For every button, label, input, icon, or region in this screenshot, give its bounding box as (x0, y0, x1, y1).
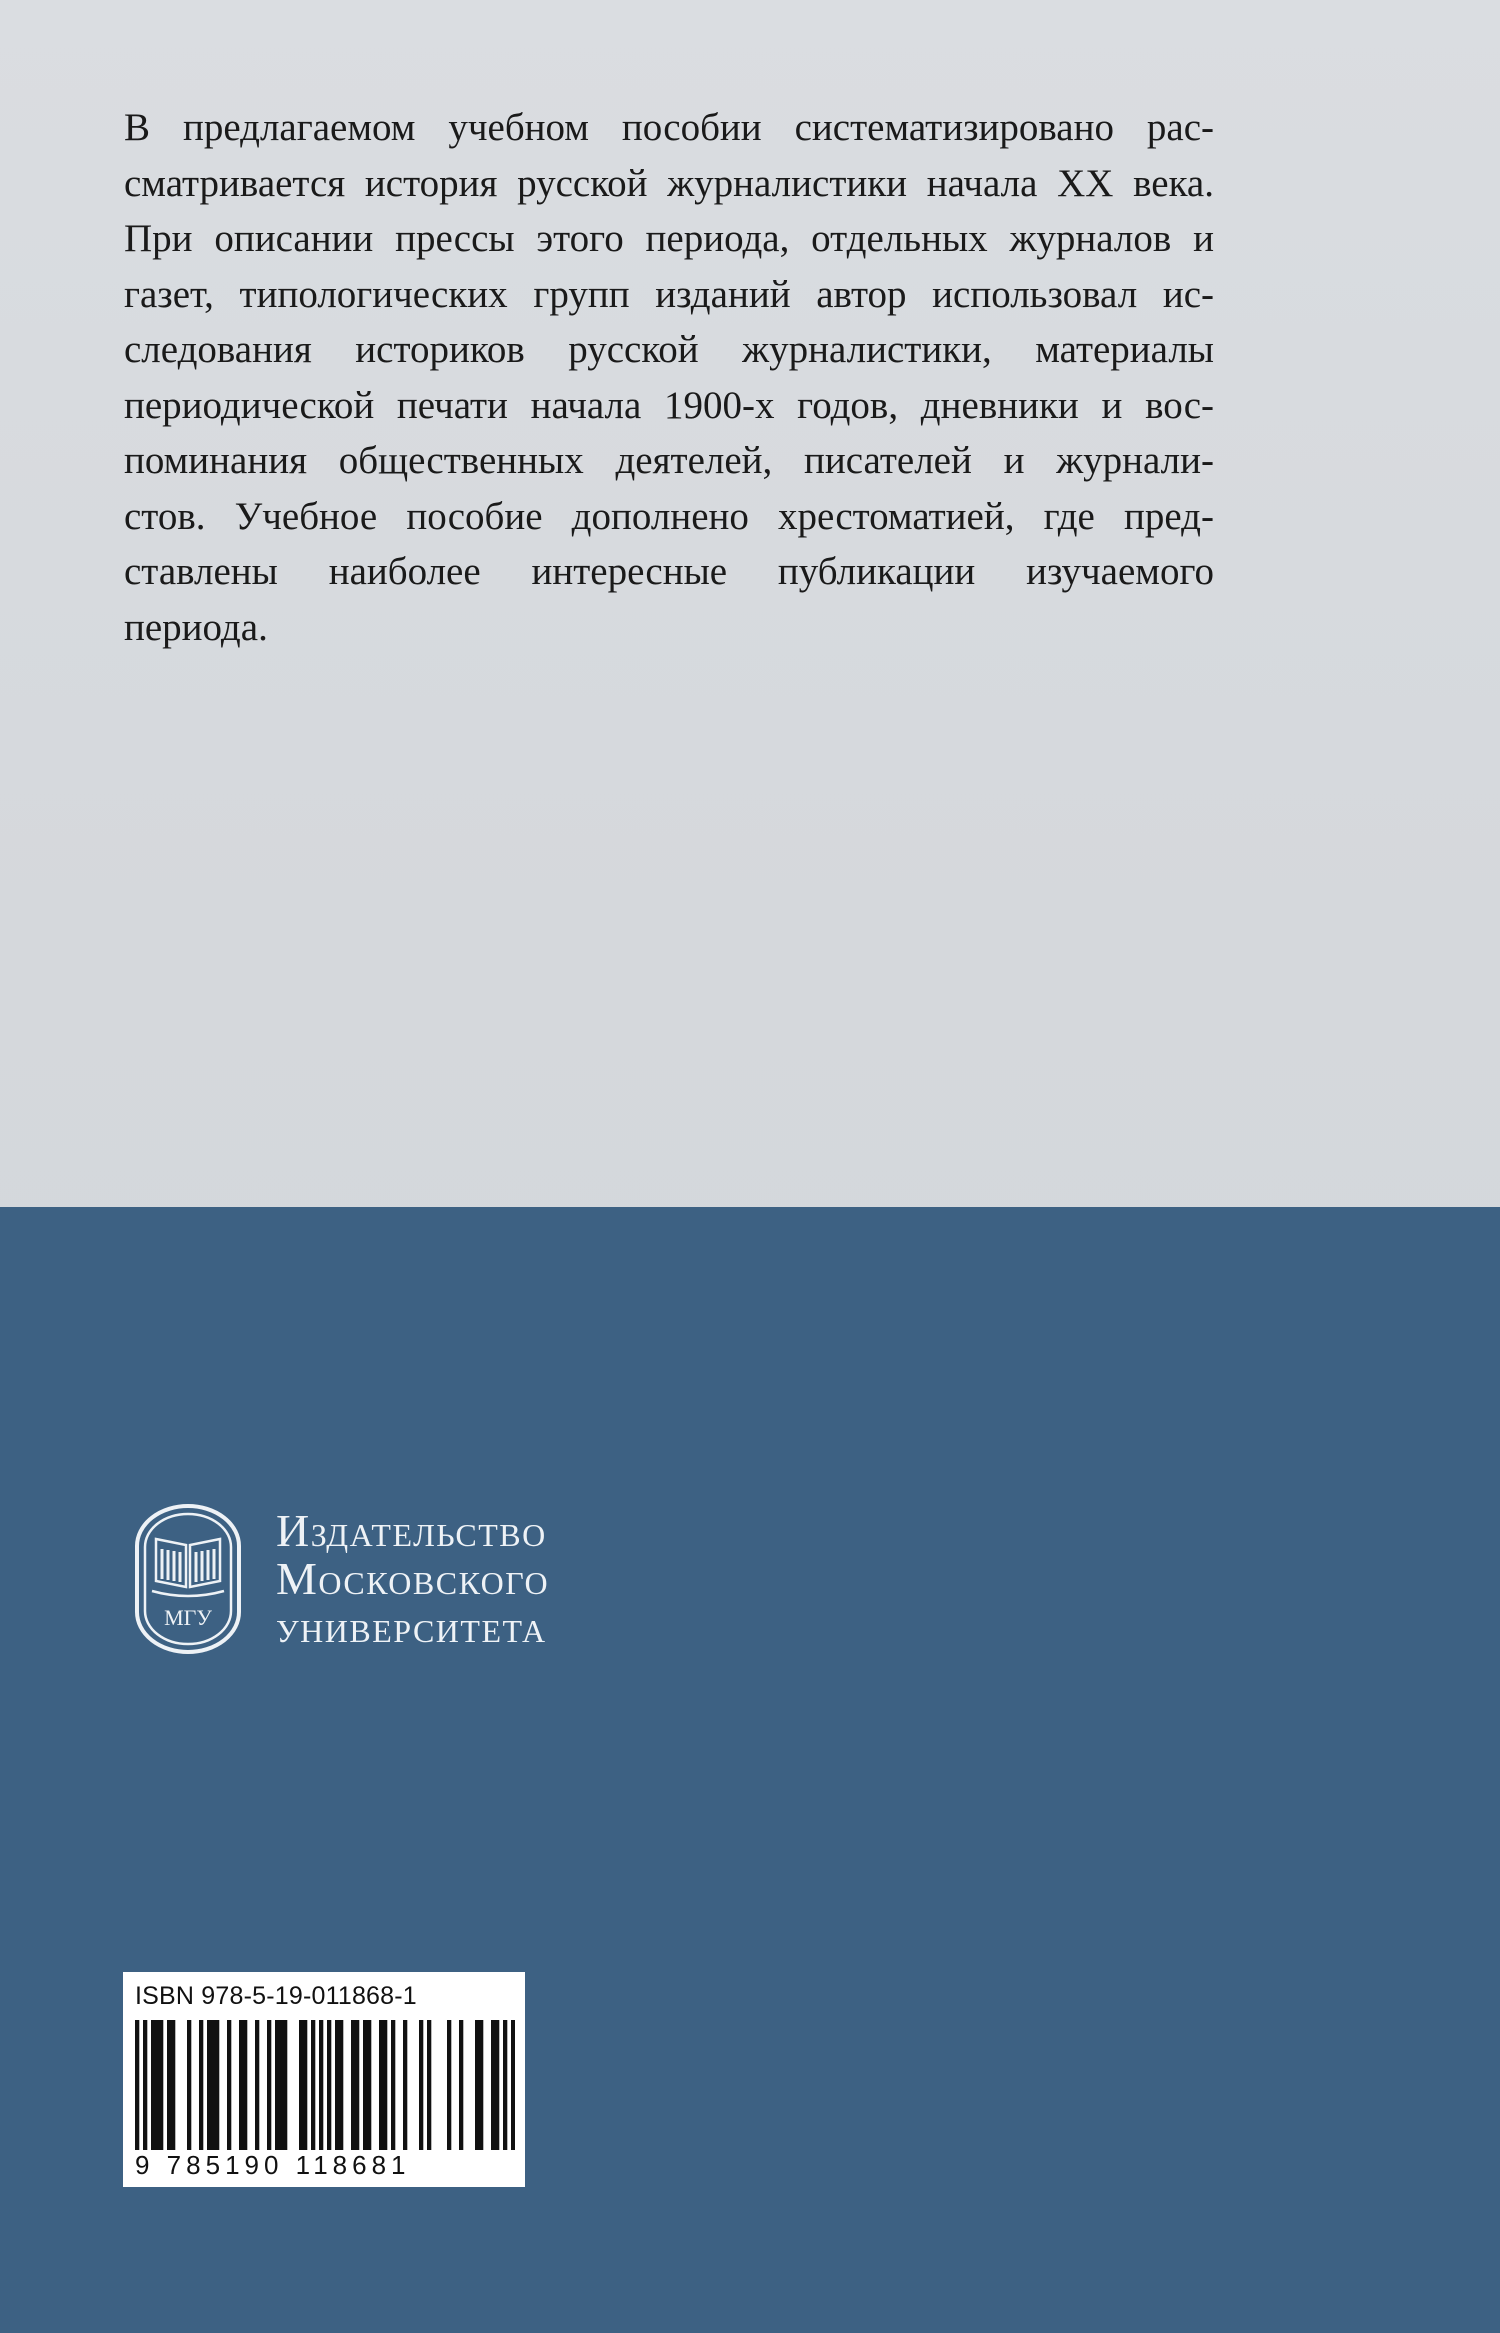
ean-digits: 9 785190 118681 (135, 2150, 411, 2180)
barcode-bar (171, 2020, 175, 2150)
publisher-block (134, 1503, 549, 1655)
annotation-line: периодической печати начала 1900-х годов, дневники и вос- (124, 383, 1214, 427)
barcode-bar (391, 2020, 395, 2150)
publisher-name-line: Издательство (276, 1505, 547, 1556)
barcode-bar (227, 2020, 231, 2150)
barcode-bar (351, 2020, 355, 2150)
barcode-icon (135, 2020, 515, 2150)
barcode-bar (135, 2020, 139, 2150)
barcode-bar (479, 2020, 483, 2150)
barcode-bar (403, 2020, 407, 2150)
barcode-bar (511, 2020, 515, 2150)
isbn-barcode-block (123, 1972, 525, 2187)
logo-text: МГУ (164, 1605, 212, 1630)
barcode-bar (215, 2020, 219, 2150)
barcode-bar (199, 2020, 203, 2150)
annotation-line: стов. Учебное пособие дополнено хрестоматией, где пред- (124, 494, 1214, 538)
barcode-bar (303, 2020, 307, 2150)
barcode-bar (255, 2020, 259, 2150)
barcode-bar (427, 2020, 431, 2150)
annotation-line: газет, типологических групп изданий автор использовал ис- (124, 272, 1214, 316)
barcode-bar (367, 2020, 371, 2150)
barcode-bar (167, 2020, 171, 2150)
barcode-bar (151, 2020, 155, 2150)
barcode-bar (503, 2020, 507, 2150)
barcode-bar (475, 2020, 479, 2150)
barcode-bar (311, 2020, 315, 2150)
isbn-label: ISBN 978-5-19-011868-1 (135, 1982, 417, 2010)
barcode-bar (207, 2020, 211, 2150)
barcode-bar (335, 2020, 339, 2150)
barcode-bar (239, 2020, 243, 2150)
barcode-bar (211, 2020, 215, 2150)
barcode-bar (379, 2020, 383, 2150)
barcode-bar (319, 2020, 323, 2150)
barcode-bar (159, 2020, 163, 2150)
barcode-bar (267, 2020, 271, 2150)
barcode-bar (283, 2020, 287, 2150)
barcode-bar (299, 2020, 303, 2150)
publisher-name (276, 1507, 549, 1651)
annotation-line: сматривается история русской журналистики начала XX века. (124, 161, 1214, 205)
annotation-line: При описании прессы этого периода, отдельных журналов и (124, 217, 1214, 260)
barcode-bar (327, 2020, 331, 2150)
annotation-line: В предлагаемом учебном пособии систематизировано рас- (124, 106, 1214, 149)
barcode-bar (383, 2020, 387, 2150)
barcode-bar (447, 2020, 451, 2150)
book-annotation (124, 100, 1214, 655)
barcode-bar (491, 2020, 495, 2150)
barcode-bar (459, 2020, 463, 2150)
barcode-bar (279, 2020, 283, 2150)
annotation-line: следования историков русской журналистики, материалы (124, 328, 1214, 371)
barcode-bar (355, 2020, 359, 2150)
annotation-line: периода. (124, 605, 268, 649)
barcode-bar (275, 2020, 279, 2150)
barcode-bar (339, 2020, 343, 2150)
barcode-bar (187, 2020, 191, 2150)
annotation-line: ставлены наиболее интересные публикации изучаемого (124, 550, 1214, 593)
barcode-bar (363, 2020, 367, 2150)
barcode-bar (143, 2020, 147, 2150)
barcode-bar (495, 2020, 499, 2150)
annotation-line: поминания общественных деятелей, писателей и журнали- (124, 439, 1214, 482)
publisher-name-line: Московского (276, 1553, 550, 1604)
barcode-bar (419, 2020, 423, 2150)
barcode-bar (243, 2020, 247, 2150)
publisher-name-line: университета (276, 1601, 547, 1652)
msu-press-logo-icon (134, 1503, 242, 1655)
barcode-bar (155, 2020, 159, 2150)
